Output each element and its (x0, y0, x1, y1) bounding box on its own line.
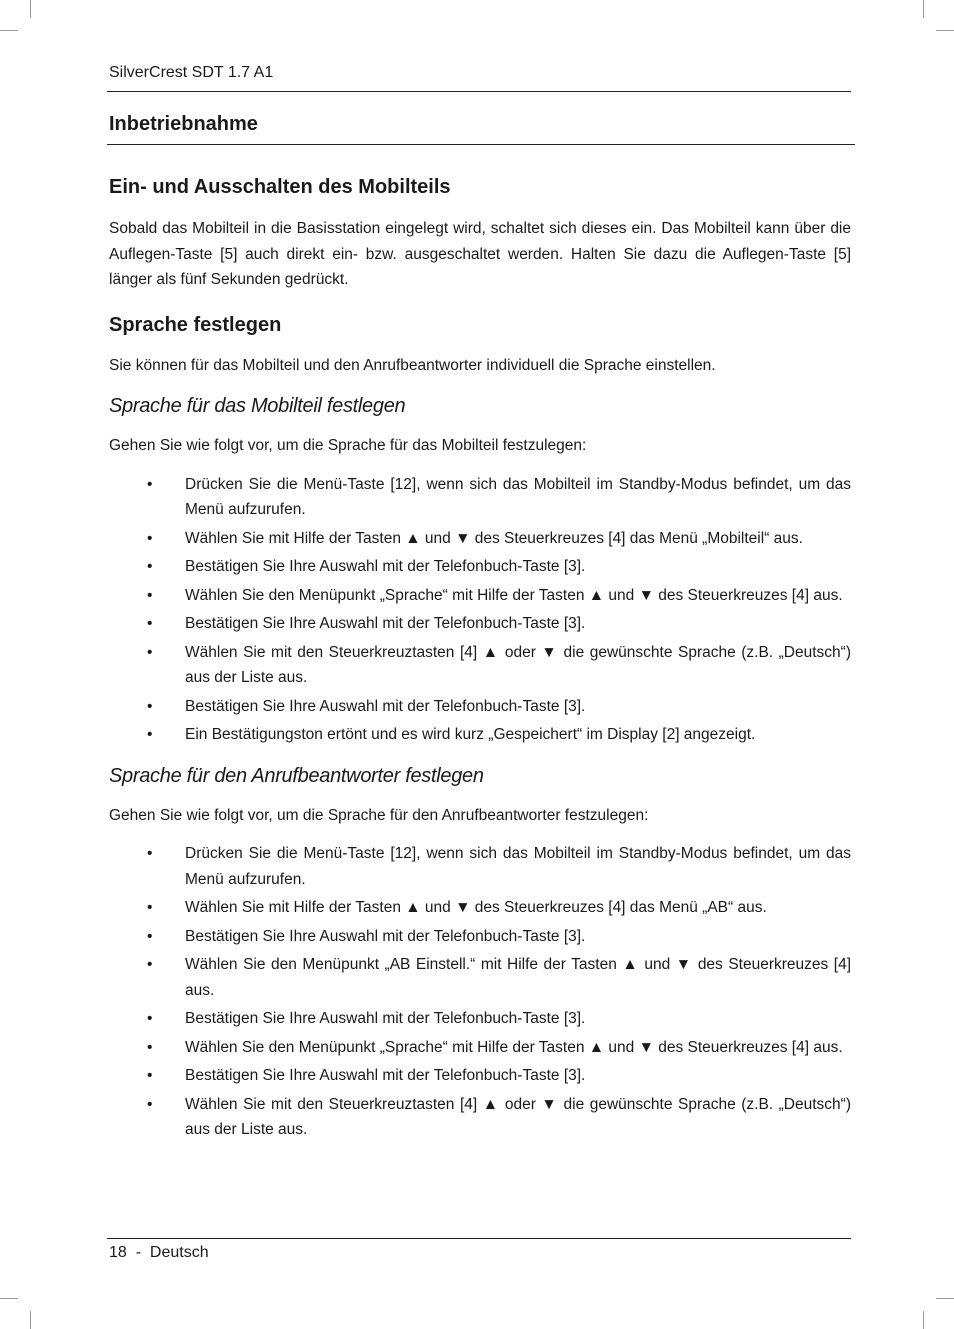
list-item (109, 694, 851, 720)
bullet-icon: • (147, 927, 153, 945)
list-item-text: Bestätigen Sie Ihre Auswahl mit der Telefonbuch-Taste [3]. (185, 697, 586, 715)
running-header: SilverCrest SDT 1.7 A1 (109, 64, 274, 81)
list-item (109, 952, 851, 1003)
crop-mark (936, 30, 954, 31)
crop-mark (923, 0, 924, 18)
list-item-text: Wählen Sie mit Hilfe der Tasten ▲ und ▼ des Steuerkreuzes [4] das Menü „Mobilteil“ aus. (185, 529, 803, 547)
answering-machine-intro: Gehen Sie wie folgt vor, um die Sprache für den Anrufbeantworter festzulegen: (109, 806, 649, 824)
page-content (109, 174, 851, 1143)
list-item-text: Drücken Sie die Menü-Taste [12], wenn sich das Mobilteil im Standby-Modus befindet, um das Menü aufzurufen. (185, 475, 851, 518)
crop-mark (923, 1311, 924, 1329)
list-item (109, 841, 851, 892)
bullet-icon: • (147, 586, 153, 604)
bullet-icon: • (147, 726, 153, 743)
chapter-title: Inbetriebnahme (109, 113, 258, 135)
list-item (109, 583, 851, 609)
crop-mark (936, 1298, 954, 1299)
list-item (109, 611, 851, 637)
list-item-text: Bestätigen Sie Ihre Auswahl mit der Telefonbuch-Taste [3]. (185, 1010, 586, 1027)
list-item-text: Bestätigen Sie Ihre Auswahl mit der Telefonbuch-Taste [3]. (185, 1067, 586, 1084)
handset-intro: Gehen Sie wie folgt vor, um die Sprache für das Mobilteil festzulegen: (109, 437, 587, 454)
list-item (109, 1063, 851, 1089)
bullet-icon: • (147, 1010, 153, 1027)
list-item (109, 722, 851, 748)
section-heading-power: Ein- und Ausschalten des Mobilteils (109, 176, 451, 198)
answering-machine-steps-list (109, 841, 851, 1143)
list-item (109, 924, 851, 950)
bullet-icon: • (147, 475, 153, 493)
list-item-text: Wählen Sie mit den Steuerkreuztasten [4] ▲ oder ▼ die gewünschte Sprache (z.B. „Deutsch“) aus der Liste aus. (185, 643, 851, 686)
subheading-handset-language: Sprache für das Mobilteil festlegen (109, 395, 406, 417)
bullet-icon: • (147, 845, 153, 862)
list-item (109, 895, 851, 921)
list-item (109, 526, 851, 552)
bullet-icon: • (147, 643, 153, 661)
bullet-icon: • (147, 529, 153, 547)
list-item (109, 554, 851, 580)
list-item-text: Wählen Sie mit Hilfe der Tasten ▲ und ▼ des Steuerkreuzes [4] das Menü „AB“ aus. (185, 899, 767, 916)
section-heading-language: Sprache festlegen (109, 313, 282, 336)
list-item-text: Drücken Sie die Menü-Taste [12], wenn sich das Mobilteil im Standby-Modus befindet, um das Menü aufzurufen. (185, 845, 851, 888)
bullet-icon: • (147, 1067, 153, 1084)
list-item (109, 1092, 851, 1143)
crop-mark (0, 30, 18, 31)
handset-steps-list (109, 472, 851, 748)
bullet-icon: • (147, 615, 153, 632)
page-footer: 18 - Deutsch (109, 1244, 209, 1261)
list-item-text: Ein Bestätigungston ertönt und es wird kurz „Gespeichert“ im Display [2] angezeigt. (185, 726, 756, 743)
list-item (109, 640, 851, 691)
bullet-icon: • (147, 697, 153, 715)
list-item-text: Wählen Sie mit den Steuerkreuztasten [4] ▲ oder ▼ die gewünschte Sprache (z.B. „Deutsch“) aus der Liste aus. (185, 1095, 851, 1138)
crop-mark (0, 1298, 18, 1299)
list-item-text: Bestätigen Sie Ihre Auswahl mit der Telefonbuch-Taste [3]. (185, 558, 586, 575)
list-item-text: Wählen Sie den Menüpunkt „Sprache“ mit Hilfe der Tasten ▲ und ▼ des Steuerkreuzes [4] aus. (185, 1038, 843, 1056)
list-item-text: Bestätigen Sie Ihre Auswahl mit der Telefonbuch-Taste [3]. (185, 927, 586, 945)
crop-mark (30, 0, 31, 18)
list-item (109, 1035, 851, 1061)
list-item-text: Wählen Sie den Menüpunkt „AB Einstell.“ mit Hilfe der Tasten ▲ und ▼ des Steuerkreuzes [4] aus. (185, 956, 851, 999)
chapter-rule (107, 144, 855, 145)
header-rule (107, 91, 851, 92)
power-paragraph: Sobald das Mobilteil in die Basisstation eingelegt wird, schaltet sich dieses ein. Das Mobilteil kann über die Auflegen-Taste [5] auch direkt ein- bzw. ausgeschaltet werden. Halten Sie dazu die Auflegen-Taste [5] länger als fünf Sekunden gedrückt. (109, 220, 851, 288)
bullet-icon: • (147, 558, 153, 575)
bullet-icon: • (147, 956, 153, 973)
bullet-icon: • (147, 1095, 153, 1113)
bullet-icon: • (147, 1038, 153, 1056)
crop-mark (30, 1311, 31, 1329)
list-item (109, 472, 851, 523)
list-item-text: Wählen Sie den Menüpunkt „Sprache“ mit Hilfe der Tasten ▲ und ▼ des Steuerkreuzes [4] aus. (185, 586, 843, 604)
language-paragraph: Sie können für das Mobilteil und den Anrufbeantworter individuell die Sprache einstellen. (109, 356, 716, 374)
subheading-answering-machine-language: Sprache für den Anrufbeantworter festlegen (109, 764, 484, 787)
footer-rule (107, 1238, 851, 1239)
list-item-text: Bestätigen Sie Ihre Auswahl mit der Telefonbuch-Taste [3]. (185, 615, 586, 632)
bullet-icon: • (147, 899, 153, 916)
list-item (109, 1006, 851, 1032)
